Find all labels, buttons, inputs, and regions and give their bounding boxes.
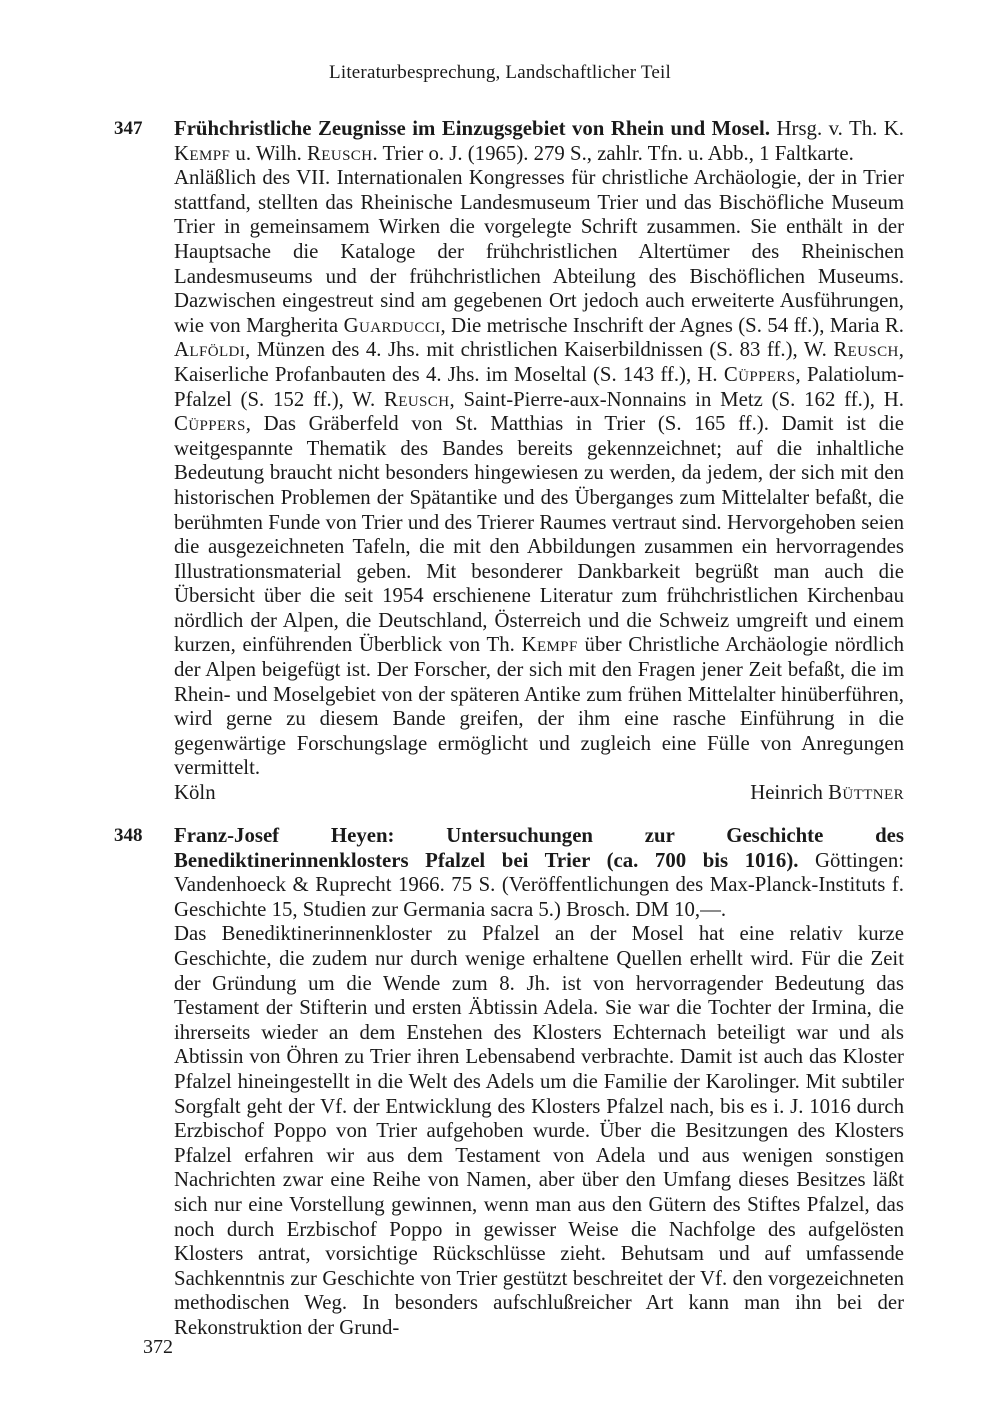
- heading-text: Göttingen: Vandenhoeck & Ruprecht 1966. 75 S. (Veröffentlichungen des Max-Planck-Instituts f. Geschichte 15, Studien zur Germania sacra 5.) Brosch. DM 10,—.: [174, 848, 904, 921]
- book-title: Frühchristliche Zeugnisse im Einzugsgebiet von Rhein und Mosel.: [174, 117, 771, 140]
- editor-name: Reusch: [307, 141, 373, 165]
- review-signature: [174, 781, 904, 806]
- author-name: Reusch: [383, 387, 450, 411]
- review-body: Das Benediktinerinnenkloster zu Pfalzel an der Mosel hat eine relativ kurze Geschichte, die zudem nur durch wenige erhaltene Quellen erhellt wird. Für die Zeit der Gründung um die Wende zum 8. Jh. ist von hervorragender Bedeutung das Testament der Stifterin und ersten Äbtissin Adela. Sie war die Tochter der Irmina, die ihrerseits wieder an dem Enstehen des Klosters Echternach beteiligt war und als Abtissin von Öhren zu Trier ihren Lebensabend verbrachte. Damit ist auch das Kloster Pfalzel hineingestellt in die Welt des Adels um die Familie der Karolinger. Mit subtiler Sorgfalt geht der Vf. der Entwicklung des Klosters Pfalzel nach, bis es i. J. 1016 durch Erzbischof Poppo von Trier aufgehoben wurde. Über die Besitzungen des Klosters Pfalzel erfahren wir aus dem Testament von Adela und aus wenigen sonstigen Nachrichten zwar eine Reihe von Namen, aber über den Umfang dieses Besitzes läßt sich nur eine Vorstellung gewinnen, wenn man aus den Gütern des Stiftes Pfalzel, das noch durch Erzbischof Poppo in gewisser Weise die Nachfolge des aufgelösten Klosters antrat, vorsichtige Rückschlüsse zieht. Behutsam und auf umfassende Sachkenntnis zur Geschichte von Trier gestützt beschreitet der Vf. den vorgezeichneten methodischen Weg. In besonders aufschlußreicher Art kann man ihn bei der Rekonstruktion der Grund-: [174, 922, 904, 1339]
- heading-text: Hrsg. v. Th. K.: [770, 117, 904, 140]
- author-name: Kempf: [521, 633, 578, 657]
- author-name: Cüppers: [174, 412, 246, 436]
- book-title: Franz-Josef Heyen: Untersuchungen zur Geschichte des Benediktinerinnenklosters Pfalzel bei Trier (ca. 700 bis 1016).: [174, 824, 904, 872]
- editor-name: Kempf: [174, 141, 231, 165]
- running-head: Literaturbesprechung, Landschaftlicher Teil: [329, 62, 671, 83]
- body-text: , Münzen des 4. Jhs. mit christlichen Kaiserbildnissen (S. 83 ff.), W.: [245, 338, 834, 362]
- body-text: , Saint-Pierre-aux-Nonnains in Metz (S. 162 ff.), H.: [449, 387, 904, 411]
- bibliographic-heading: [174, 824, 904, 922]
- reviewer-name: [750, 781, 904, 806]
- page-number: 372: [143, 1336, 173, 1358]
- reviewer-first-name: Heinrich: [750, 781, 829, 805]
- body-text: über Christliche Archäologie nördlich der Alpen beigefügt ist. Der Forscher, der sich mit den Fragen jener Zeit befaßt, die im Rhein- und Moselgebiet von der späteren Antike zum frühen Mittelalter hinüberführen, wird gerne zu diesem Bande greifen, der ihm eine rasche Einführung in die gegenwärtige Forschungslage ermöglicht und zugleich eine Fülle von Anregungen vermittelt.: [174, 633, 904, 780]
- bibliographic-heading: [174, 117, 904, 166]
- entry-number: 347: [114, 118, 143, 139]
- heading-text: . Trier o. J. (1965). 279 S., zahlr. Tfn. u. Abb., 1 Faltkarte.: [372, 141, 854, 165]
- heading-text: u. Wilh.: [230, 141, 307, 165]
- reviewer-last-name: Büttner: [828, 781, 904, 805]
- author-name: Guarducci: [343, 313, 441, 337]
- author-name: Cüppers: [723, 362, 796, 386]
- body-text: Anläßlich des VII. Internationalen Kongresses für christliche Archäologie, der in Trier stattfand, stellten das Rheinische Landesmuseum Trier und das Bischöfliche Museum Trier in gemeinsamem Wirken die vorgelegte Schrift zusammen. Sie enthält in der Hauptsache die Kataloge der frühchristlichen Altertümer des Rheinischen Landesmuseums und der frühchristlichen Abteilung des Bischöflichen Museums. Dazwischen eingestreut sind am gegebenen Ort jedoch auch erweiterte Ausführungen, wie von Margherita: [174, 166, 904, 337]
- entry-number: 348: [114, 825, 143, 846]
- body-text: , Das Gräberfeld von St. Matthias in Trier (S. 165 ff.). Damit ist die weitgespannte Thematik des Bandes bereits gekennzeichnet; auf die inhaltliche Bedeutung braucht nicht besonders hingewiesen zu werden, da jedem, der sich mit den historischen Problemen der Spätantike und des Überganges zum Mittelalter befaßt, die berühmten Funde von Trier und des Trierer Raumes vertraut sind. Hervorgehoben seien die ausgezeichneten Tafeln, die mit den Abbildungen zusammen ein hervorragendes Illustrationsmaterial geben. Mit besonderer Dankbarkeit begrüßt man auch die Übersicht über die seit 1954 erschienene Literatur zum frühchristlichen Kirchenbau nördlich der Alpen, die Deutschland, Österreich und die Schweiz umgreift und einem kurzen, einführenden Überblick von Th.: [174, 412, 904, 657]
- body-text: , Palatiolum-Pfalzel (S. 152 ff.), W.: [174, 362, 904, 411]
- body-text: , Die metrische Inschrift der Agnes (S. 54 ff.), Maria R.: [440, 313, 904, 337]
- reviewer-place: Köln: [174, 781, 216, 805]
- body-text: , Kaiserliche Profanbauten des 4. Jhs. im Moseltal (S. 143 ff.), H.: [174, 338, 904, 386]
- review-body: [174, 166, 904, 781]
- author-name: Alföldi: [174, 338, 246, 362]
- author-name: Reusch: [833, 338, 899, 362]
- review-entry-347: [114, 117, 904, 806]
- review-entry-348: [114, 824, 904, 1340]
